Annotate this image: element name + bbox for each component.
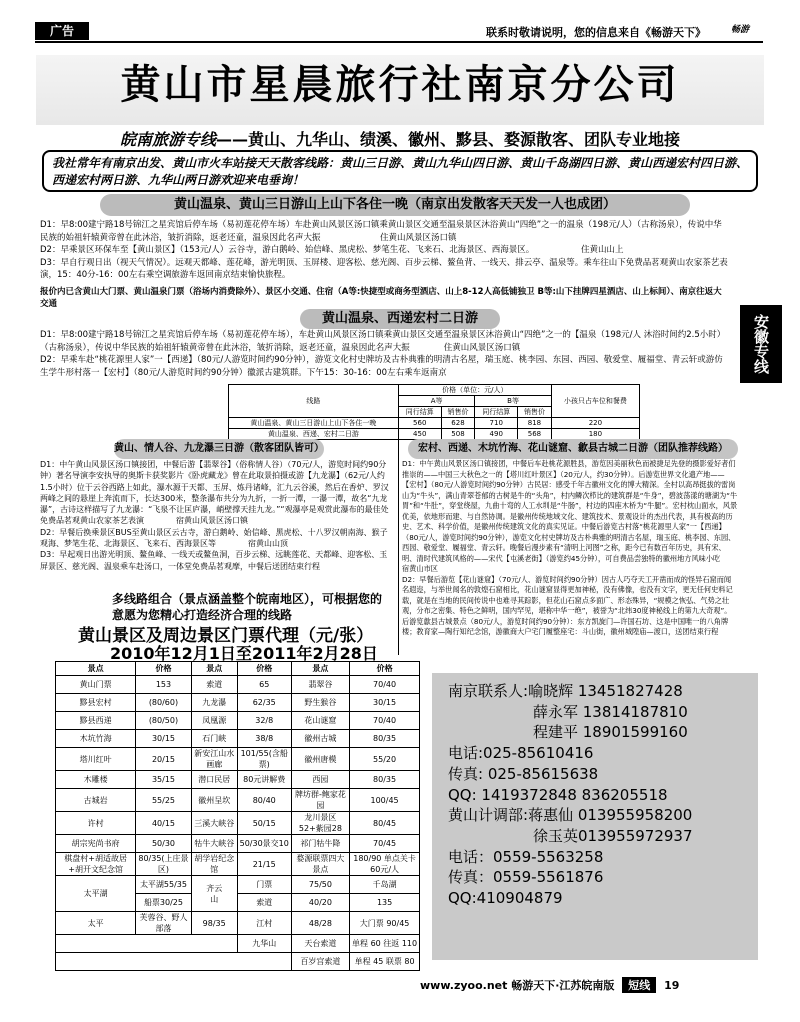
ticket-cell: 芙蓉谷、野人部落: [136, 912, 191, 935]
ticket-cell-text: 大门票: [359, 918, 384, 928]
footer-section-tag: 短线: [622, 977, 656, 993]
ticket-cell: 80/35(上庄景区): [136, 853, 191, 876]
ticket-cell: 30/15: [350, 694, 420, 712]
contact-text: 南京联系人:: [448, 682, 529, 700]
ticket-cell: 西园: [291, 771, 349, 789]
ticket-cell: 木雕楼: [56, 771, 136, 789]
price-cell: 508: [441, 429, 475, 440]
page-number: 19: [664, 979, 680, 992]
ticket-header: 价格: [237, 662, 291, 676]
title-block: [36, 55, 764, 125]
ticket-cell: 65: [237, 676, 291, 694]
price-table: [228, 384, 640, 440]
ticket-header: 景点: [56, 662, 136, 676]
ticket-cell: 单程 60 往返 110: [350, 935, 420, 953]
price-cell: 180: [551, 429, 639, 440]
price-cell: 560: [398, 418, 441, 429]
header-rule: [35, 41, 763, 43]
footer: [420, 977, 679, 993]
section1-itinerary: [40, 219, 730, 282]
section4-itinerary: [402, 459, 749, 638]
table-row: [56, 730, 420, 748]
ticket-header: 价格: [350, 662, 420, 676]
ticket-cell: [191, 876, 237, 912]
table-row: [56, 712, 420, 730]
ticket-cell: 木坑竹海: [56, 730, 136, 748]
huangshan-phone: 电话：0559-5563258: [448, 847, 604, 866]
ticket-cell: 80/40: [237, 789, 291, 812]
ticket-cell: 70/40: [350, 712, 420, 730]
huangshan-contact-label: [448, 805, 758, 826]
ticket-cell: 80/45: [350, 812, 420, 835]
section2-itinerary: [40, 329, 730, 379]
table-row: [56, 789, 420, 812]
ticket-cell: 九龙瀑: [191, 694, 237, 712]
price-col-b: B等: [475, 396, 551, 407]
price-subhead: 销售价: [441, 407, 475, 418]
ticket-cell: 黟县宏村: [56, 694, 136, 712]
ticket-cell: 江村: [237, 912, 291, 935]
ticket-cell: 胡宗宪尚书府: [56, 835, 136, 853]
itinerary-line: D1：早8:00建宁路18号锦江之星宾馆后停车场（易初莲花停车场），车赴黄山风景区汤口镇乘黄山景区交通至温泉景区沐浴黄山“四绝”之一的【温泉（198元/人 沐浴时间约2.5小时）（古称汤泉），传说中华民族的始祖轩辕黄帝曾在此沐浴，皱折消除，返老还童，温泉因此名声大振 住黄山风景区汤口镇: [40, 330, 726, 353]
ticket-cell: 九华山: [237, 935, 291, 953]
price-col-a: A等: [398, 396, 474, 407]
page-title: 黄山市星晨旅行社南京分公司: [120, 62, 680, 108]
ticket-cell: 50/15: [237, 812, 291, 835]
ticket-cell: 80/35: [350, 730, 420, 748]
ticket-header: 景点: [191, 662, 237, 676]
price-subhead: 同行结算: [398, 407, 441, 418]
price-col-route: 线路: [229, 385, 399, 418]
itinerary-line: D1：早8:00建宁路18号锦江之星宾馆后停车场（易初莲花停车场）车赴黄山风景区汤口镇乘黄山景区交通至温泉景区沐浴黄山“四绝”之一的温泉（198元/人）（古称汤泉），传说中华民族的始祖轩辕黄帝曾在此沐浴，皱折消除，返老还童，温泉因此名声大振 住黄山风景区汤口镇: [40, 220, 722, 243]
ticket-cell: 野生猴谷: [291, 694, 349, 712]
itinerary-line: D2：早乘车赴“桃花源里人家”一【西递】（80元/人游览时间约90分钟），游览文化村史牌坊及古朴典雅的明清古名屋，瑞玉庭、桃李园、东园、西园、敬爱堂、履福堂、青云轩或游仿生学牛形村落一【宏村】（80元/人游览时间约90分钟）徽派古建筑群。下午15：30-16：00左右乘车返南京: [40, 355, 723, 378]
ticket-cell-text: 山: [210, 894, 219, 904]
table-row: [229, 429, 640, 440]
ticket-cell-text: 90/45: [386, 918, 410, 928]
itinerary-line: D3：早起观日出游光明顶、鳌鱼峰、一线天或鳌鱼洞，百步云梯、远眺莲花、天都峰、迎客松、玉屏景区、慈光阁、温泉乘车赴汤口，一体堂免费品茗观摩，中餐后送团结束行程: [40, 550, 388, 571]
ticket-cell: 石门峡: [191, 730, 237, 748]
ticket-cell: 100/45: [350, 789, 420, 812]
section3-itinerary: [40, 459, 390, 572]
ticket-cell: [56, 935, 238, 953]
ticket-cell: 80元讲解费: [237, 771, 291, 789]
ticket-cell: 单程 45 联票 80: [350, 953, 420, 971]
footer-publication: 畅游天下·江苏皖南版: [511, 979, 615, 992]
ticket-cell: 48/28: [291, 912, 349, 935]
price-cell: 220: [551, 418, 639, 429]
ticket-cell: 祁门牯牛降: [291, 835, 349, 853]
table-row: [56, 748, 420, 771]
ticket-cell: 三溪大峡谷: [191, 812, 237, 835]
route-cell: 黄山温泉、黄山三日游山上山下各住一晚: [229, 418, 399, 429]
section2-banner: 黄山温泉、西递宏村二日游: [300, 309, 500, 329]
ticket-cell: 35/15: [136, 771, 191, 789]
ticket-cell: 98/35: [191, 912, 237, 935]
ticket-cell: (80/50): [136, 712, 191, 730]
ticket-validity: 2010年12月1日至2011年2月28日: [110, 644, 378, 663]
nanjing-phone: 电话:025-85610416: [448, 744, 594, 763]
section4-banner: 宏村、西递、木坑竹海、花山谜窟、歙县古城二日游（团队推荐线路）: [408, 439, 738, 459]
ticket-cell: 百岁宫索道: [291, 953, 349, 971]
ticket-cell: 80/35: [350, 771, 420, 789]
side-tab: 安徽专线: [740, 305, 782, 383]
ticket-cell: 新安江山水画廊: [191, 748, 237, 771]
price-cell: 490: [475, 429, 518, 440]
ticket-cell: 38/8: [237, 730, 291, 748]
ticket-cell: 62/35: [237, 694, 291, 712]
ticket-cell: 70/45: [350, 835, 420, 853]
itinerary-line: D1：中午黄山风景区汤口镇接团，中餐后车赴桃花源胜县，游览因美丽秋色而被捷足先登的摄影爱好者们推崇的——中国三大秋色之一的【塔川红叶景区】（20元/人，约30分钟）。后游览世界文化遗产地——【宏村】（80元/人游览时间约90分钟）古民居：感受千年古徽州文化的博大精深。全村以高昂挺拔的雷岗山为“牛头”，满山青翠苍郁的古树是牛的“头角”，村内鳞次栉比的建筑群是“牛身”，碧波荡漾的塘湖为“牛胃”和“牛肚”，穿堂绕屋，九曲十弯的人工水圳是“牛肠”，村边的四座木桥为“牛腿”。宏村枕山面水，风景优美，依地形而建、与自然协调。是徽州传统地域文化、建筑技术、景观设计的杰出代表，具有极高的历史、艺术、科学价值，是徽州传统建筑文化的真实见证。中餐后游览古村落“桃花源里人家”一【西递】（80元/人，游览时间约90分钟），游览文化村史牌坊及古朴典雅的明清古名屋，瑞玉庭、桃李园、东园、西园、敬爱堂、履福堂、青云轩。晚餐后漫步素有“清明上河图”之称，距今已有数百年历史，具有宋、明、清时代建筑风格的——宋代【屯溪老街】（游览约45分钟），可自费品尝独特的徽州地方风味小吃 宿黄山市区: [402, 459, 749, 573]
itinerary-line: D3：早自行观日出（视天气情况）。远观天都峰、莲花峰，游光明顶、玉屏楼、迎客松、慈光阁、百步云梯、鳌鱼背、一线天、排云亭、温泉等。乘车往山下免费品茗观黄山农家茶艺表演，15：40分-16：00左右乘空调旅游车返回南京结束愉快旅程。: [40, 257, 728, 280]
price-subhead: 同行结算: [475, 407, 518, 418]
subtitle: [36, 127, 764, 150]
ticket-cell: 55/20: [350, 748, 420, 771]
ticket-cell: 太平湖55/35: [136, 876, 191, 894]
nanjing-fax: 传真: 025-85615638: [448, 764, 599, 783]
ticket-table: [55, 661, 420, 971]
table-row: [56, 676, 420, 694]
ticket-cell: 黄山门票: [56, 676, 136, 694]
contact-person: 徐玉英013955972937: [533, 826, 693, 845]
ticket-cell: 千岛湖: [350, 876, 420, 894]
table-row: [56, 853, 420, 876]
subtitle-label: 皖南旅游专线: [119, 130, 216, 149]
itinerary-line: D1：中午黄山风景区汤口镇接团，中餐后游【翡翠谷】（俗称情人谷）（70元/人，游览时间约90分钟）著名导演李安执导的奥斯卡获奖影片《卧虎藏龙》曾在此取景拍摄或游【九龙瀑】（62元/人约1.5小时）位于云谷西路上如此，瀑水源于天都、玉屏、炼丹诸峰，汇九云谷溪，然后在香炉、罗汉两峰之间的悬崖上奔流而下，长达300米，整条瀑布共分为九折，一折一潭，一瀑一潭，故名“九龙瀑”，古诗这样描写了九龙瀑：“飞泉不让匡庐瀑，峭壁撑天挂九龙。”“观瀑亭是观赏此瀑布的最佳处免费品茗观黄山农家茶艺表演 宿黄山风景区汤口镇: [40, 460, 389, 526]
ticket-cell: 龙川景区52+紫园28: [291, 812, 349, 835]
ticket-cell: 太平湖: [56, 876, 136, 912]
nanjing-contact-label: [448, 681, 758, 702]
ticket-cell: 徽州唐模: [291, 748, 349, 771]
ticket-cell: 索道: [191, 676, 237, 694]
contact-person: 薛永军 13814187810: [533, 702, 688, 721]
contact-person: 喻晓辉 13451827428: [528, 682, 683, 700]
ticket-cell: 徽州呈坎: [191, 789, 237, 812]
table-row: [229, 418, 640, 429]
column-divider: [398, 440, 399, 655]
ticket-cell: 棋盘村+胡适故居+胡开文纪念馆: [56, 853, 136, 876]
promo-box: 我社常年有南京出发、黄山市火车站接天天散客线路：黄山三日游、黄山九华山四日游、黄山千岛湖四日游、黄山西递宏村四日游、西递宏村两日游、九华山两日游欢迎来电垂询！: [42, 150, 758, 192]
price-cell: 568: [518, 429, 552, 440]
ticket-cell: 天台索道: [291, 935, 349, 953]
ticket-cell: 花山谜窟: [291, 712, 349, 730]
price-table-title: 价格（单位：元/人）: [398, 385, 551, 396]
huangshan-fax: 传真：0559-5561876: [448, 868, 604, 887]
ticket-cell: 40/15: [136, 812, 191, 835]
table-row: [56, 771, 420, 789]
ticket-cell: 180/90 单点关卡60元/人: [350, 853, 420, 876]
table-row: [56, 835, 420, 853]
ticket-cell: 32/8: [237, 712, 291, 730]
ticket-cell: 黟县西递: [56, 712, 136, 730]
ticket-cell: 塔川红叶: [56, 748, 136, 771]
route-cell: 黄山温泉、西递、宏村二日游: [229, 429, 399, 440]
itinerary-line: D2：早乘景区环保车至【黄山景区】（153元/人）云谷寺，游白鹅岭、始信峰、黑虎松、梦笔生花、飞来石、北海景区、西海景区。 住黄山山上: [40, 245, 624, 255]
ticket-cell: (80/60): [136, 694, 191, 712]
ticket-cell: 门票: [237, 876, 291, 894]
ticket-header: 价格: [136, 662, 191, 676]
ticket-cell: 40/20: [291, 894, 349, 912]
source-notice: 联系时敬请说明，您的信息来自《畅游天下》: [486, 26, 706, 39]
ticket-cell: 胡学岩纪念馆: [191, 853, 237, 876]
price-col-child: 小孩只占车位和餐费: [551, 385, 639, 418]
itinerary-line: D2：早餐后游览【花山谜窟】（70元/人、游览时间约90分钟）因古人巧夺天工开凿而成的怪异石窟而闻名遐迩，与举世闻名的敦煌石窟相比，花山谜窟显得更加神秘，没有佛像，也没有文字，更无任何史料记载，就是在当地的民间传说中也难寻其踪影，但花山石窟点多面广、形态殊异，“规模之恢弘、气势之壮观，分布之密集、特色之鲜明，国内罕见，堪称中华一绝”，被誉为“北纬30度神秘线上的第九大奇观”。后游览歙县古城景点（80元/人，游览时间约90分钟）：东方凯旋门—许国石坊、这是中国唯一的八角牌楼；教育家—陶行知纪念馆，游徽商大户宅门履整座宅：斗山街，徽州城隍庙—渡口，送团结束行程: [402, 574, 733, 636]
ticket-cell: 古城岩: [56, 789, 136, 812]
ticket-cell: 21/15: [237, 853, 291, 876]
ticket-cell: 许村: [56, 812, 136, 835]
ticket-cell: 30/15: [136, 730, 191, 748]
price-note: 报价内已含黄山大门票、黄山温泉门票（浴场内消费除外）、景区小交通、住宿（A等:快捷型或商务型酒店、山上8-12人高低铺独卫 B等:山下挂牌四星酒店、山上标间）、南京往返大交通: [40, 287, 722, 309]
price-cell: 710: [475, 418, 518, 429]
ticket-cell: 船票30/25: [136, 894, 191, 912]
contact-person: 程建平 18901599160: [533, 723, 688, 742]
ticket-cell: 153: [136, 676, 191, 694]
contact-text: 黄山计调部:: [448, 806, 529, 825]
price-subhead: 销售价: [518, 407, 552, 418]
huangshan-qq: QQ:410904879: [448, 889, 563, 908]
ticket-cell: 20/15: [136, 748, 191, 771]
ticket-cell: 潜口民居: [191, 771, 237, 789]
ticket-heading: 黄山景区及周边景区门票代理（元/张）: [78, 626, 374, 646]
magazine-logo: 畅游: [730, 25, 749, 35]
table-row: [56, 812, 420, 835]
ticket-cell: 50/30景交10: [237, 835, 291, 853]
ticket-cell: [350, 912, 420, 935]
ticket-cell: 75/50: [291, 876, 349, 894]
ticket-cell: 135: [350, 894, 420, 912]
section3-banner: 黄山、情人谷、九龙瀑三日游（散客团队皆可）: [114, 439, 324, 459]
footer-url: www.zyoo.net: [420, 979, 508, 992]
ticket-cell: 太平: [56, 912, 136, 935]
ticket-cell: 索道: [237, 894, 291, 912]
ticket-cell: [56, 953, 292, 971]
ad-label: 广告: [35, 22, 89, 40]
ticket-cell: 牯牛大峡谷: [191, 835, 237, 853]
price-cell: 818: [518, 418, 552, 429]
contact-panel: [432, 673, 758, 960]
contact-person: 蒋惠仙 013955958200: [528, 806, 693, 825]
ticket-cell-text: 齐云: [206, 883, 223, 893]
ticket-cell: 50/30: [136, 835, 191, 853]
ticket-cell: 翡翠谷: [291, 676, 349, 694]
subtitle-text: ——黄山、九华山、绩溪、徽州、黟县、婺源散客、团队专业地接: [216, 130, 681, 149]
itinerary-line: D2：早餐后换乘景区BUS至黄山景区云古寺，游白鹅岭、始信峰、黑虎松、十八罗汉朝南海、猴子观海、梦笔生花、北海景区、飞来石、西海景区等 宿黄山山顶: [40, 527, 388, 549]
custom-route-note: 多线路组合（景点涵盖整个皖南地区），可根据您的意愿为您精心打造经济合理的线路: [112, 592, 383, 622]
ticket-cell: 徽州古城: [291, 730, 349, 748]
table-row: [56, 694, 420, 712]
ticket-cell: 55/25: [136, 789, 191, 812]
price-cell: 450: [398, 429, 441, 440]
ticket-cell: 凤凰源: [191, 712, 237, 730]
ticket-cell: 婺源联票四大景点: [291, 853, 349, 876]
ticket-header: 景点: [291, 662, 349, 676]
price-cell: 628: [441, 418, 475, 429]
ticket-cell: 101/55(含船票): [237, 748, 291, 771]
section1-banner: 黄山温泉、黄山三日游山上山下各住一晚（南京出发散客天天发一人也成团）: [100, 194, 690, 216]
ticket-cell: 70/40: [350, 676, 420, 694]
nanjing-qq: QQ: 1419372848 836205518: [448, 785, 668, 804]
ticket-cell: 牌坊群-鲍家花园: [291, 789, 349, 812]
